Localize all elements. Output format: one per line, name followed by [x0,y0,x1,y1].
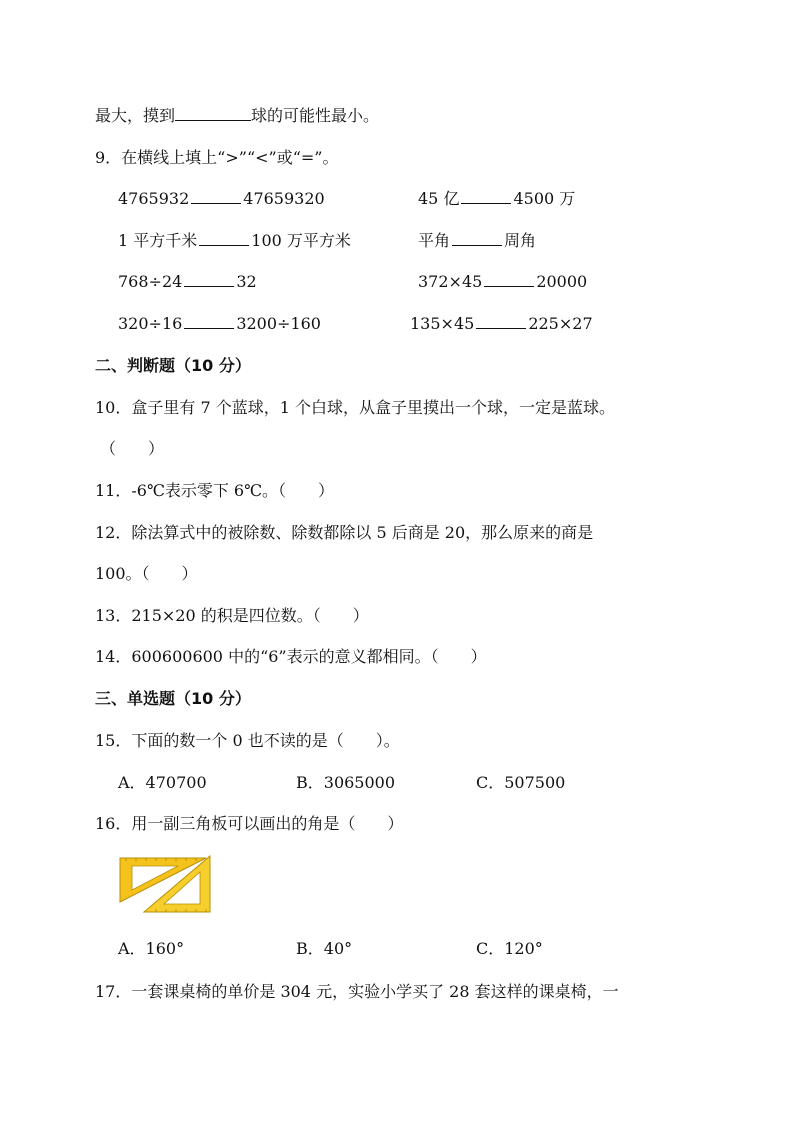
q9-r4-right-blank[interactable] [476,314,526,329]
set-square-image [116,852,216,918]
q9-r2-b1: 平角 [418,231,451,250]
q8-tail-post: 球的可能性最小。 [251,106,380,125]
q9-r3-left-blank[interactable] [184,272,234,287]
q9-r4-b2: 225×27 [528,314,593,333]
q16-option-a[interactable]: A．160° [118,939,185,958]
q9-row-2-left [118,231,351,251]
section-3-title: 三、单选题（10 分） [95,689,251,708]
q9-r2-right-blank[interactable] [452,231,502,246]
q15-option-a[interactable]: A．470700 [118,773,207,792]
section-2-title: 二、判断题（10 分） [95,356,251,375]
q9-r1-b2: 4500 万 [513,189,576,208]
q9-r1-a1: 4765932 [118,189,190,208]
q9-r4-a2: 3200÷160 [236,314,321,333]
q9-r2-left-blank[interactable] [199,231,249,246]
q9-r2-b2: 周角 [504,231,537,250]
q17-line1: 17．一套课桌椅的单价是 304 元，实验小学买了 28 套这样的课桌椅，一 [95,982,619,1001]
q16-option-c[interactable]: C．120° [476,939,543,958]
q14: 14．600600600 中的“6”表示的意义都相同。（ ） [95,647,487,666]
q11: 11．-6℃表示零下 6℃。（ ） [95,481,335,500]
q9-r4-b1: 135×45 [410,314,475,333]
q9-r1-left-blank[interactable] [191,189,241,204]
q8-tail [95,106,379,126]
q9-r3-b2: 20000 [536,272,588,291]
q13: 13．215×20 的积是四位数。（ ） [95,606,369,625]
q9-stem: 9．在横线上填上“>”“<”或“=”。 [95,148,339,167]
q9-r2-a2: 100 万平方米 [251,231,351,250]
q9-r2-a1: 1 平方千米 [118,231,198,250]
q15-option-b[interactable]: B．3065000 [296,773,396,792]
q9-r3-right-blank[interactable] [484,272,534,287]
q9-r3-a1: 768÷24 [118,272,183,291]
q9-row-4-right [410,314,593,334]
q9-r4-a1: 320÷16 [118,314,183,333]
q9-row-2-right [418,231,536,251]
q9-row-4-left [118,314,321,334]
q12-line1: 12．除法算式中的被除数、除数都除以 5 后商是 20，那么原来的商是 [95,523,594,542]
q10-line1: 10．盒子里有 7 个蓝球，1 个白球，从盒子里摸出一个球，一定是蓝球。 [95,398,615,417]
q9-row-1-left [118,189,325,209]
q9-row-1-right [418,189,575,209]
q8-tail-pre: 最大，摸到 [95,106,176,125]
q9-row-3-left [118,272,257,292]
q9-r1-b1: 45 亿 [418,189,460,208]
q8-answer-blank[interactable] [175,106,251,121]
q9-r4-left-blank[interactable] [184,314,234,329]
q16-option-b[interactable]: B．40° [296,939,353,958]
q16-stem: 16．用一副三角板可以画出的角是（ ） [95,814,404,833]
q10-answer-parens[interactable]: （ ） [100,439,165,458]
q9-r1-right-blank[interactable] [461,189,511,204]
set-square-1-hole [132,866,178,890]
q9-r3-b1: 372×45 [418,272,483,291]
q15-stem: 15．下面的数一个 0 也不读的是（ ）。 [95,731,400,750]
q12-line2: 100。（ ） [95,564,198,583]
q9-row-3-right [418,272,587,292]
q15-option-c[interactable]: C．507500 [476,773,566,792]
q9-r1-a2: 47659320 [243,189,325,208]
q9-r3-a2: 32 [236,272,257,291]
